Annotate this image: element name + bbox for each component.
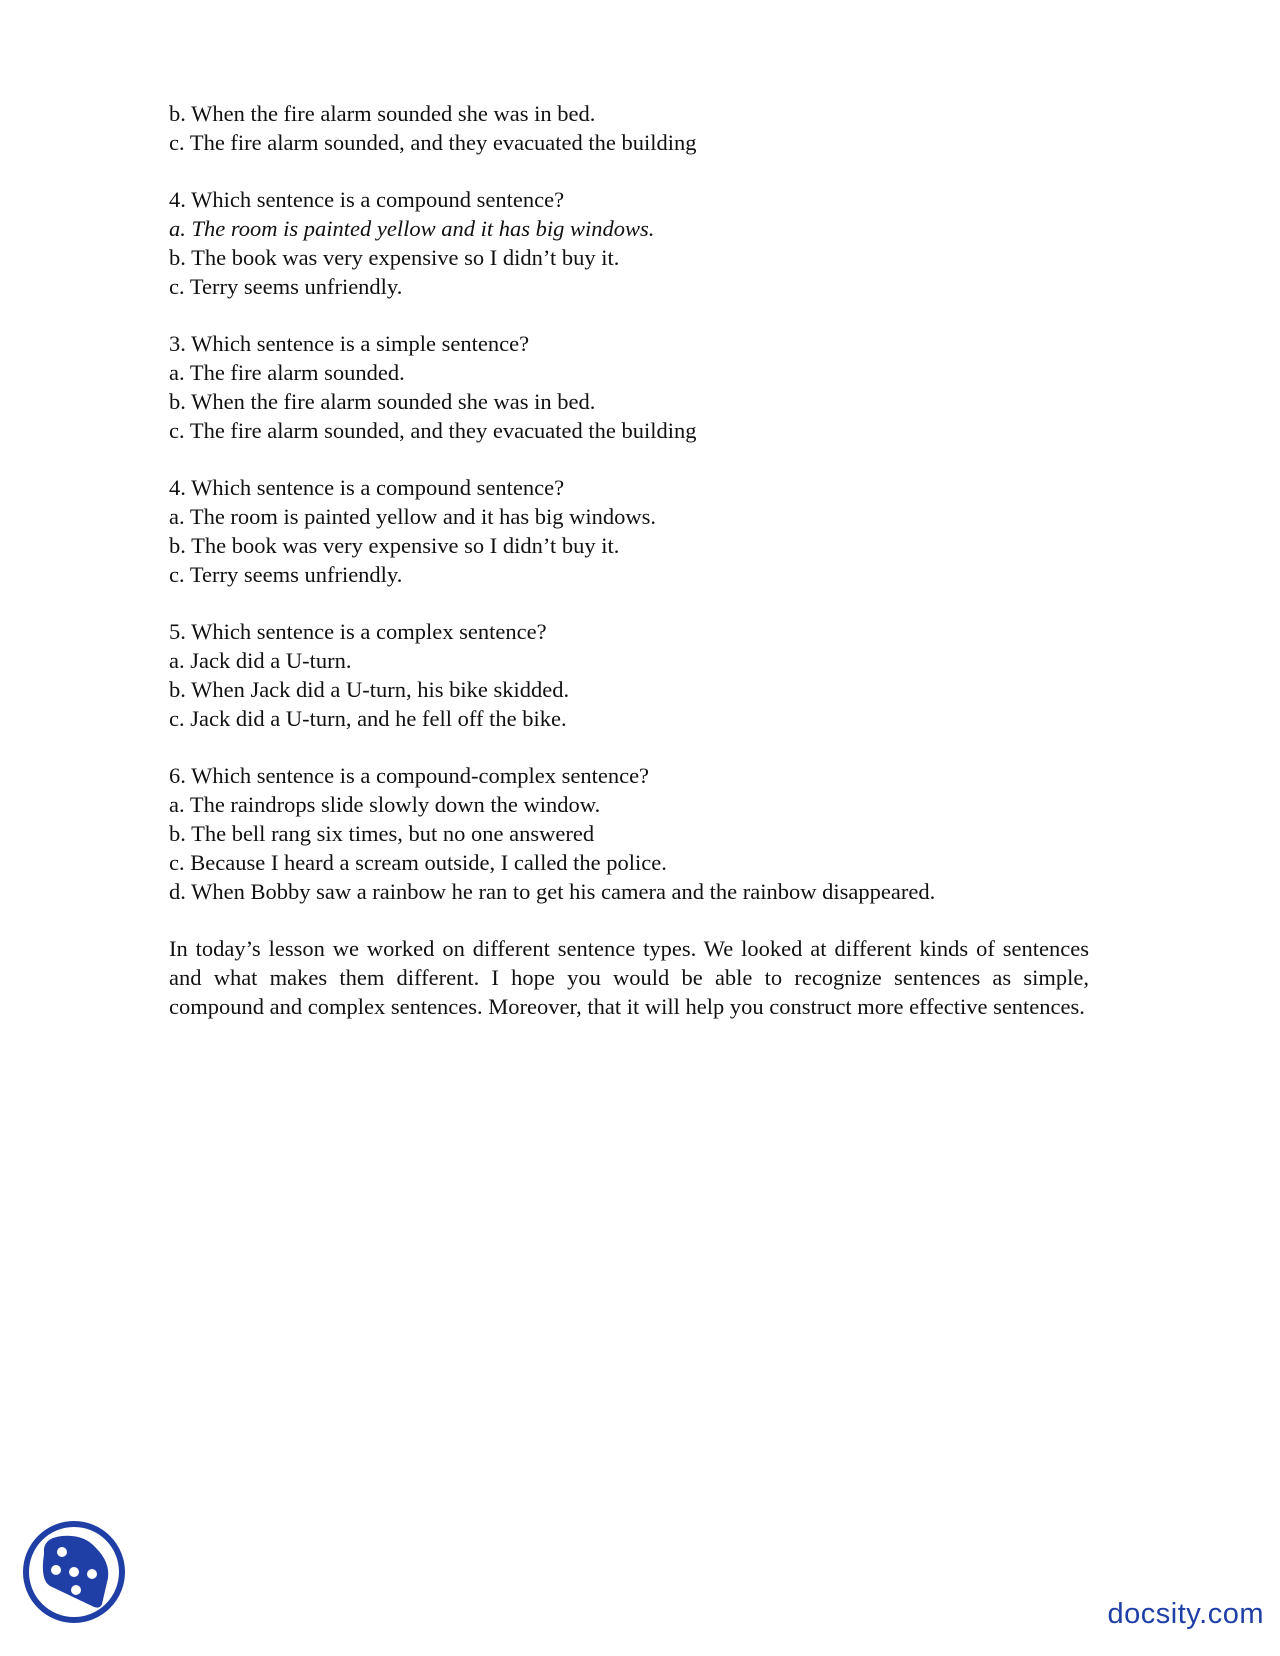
- answer-option: c. Terry seems unfriendly.: [169, 273, 403, 299]
- answer-option: b. The book was very expensive so I didn’t buy it.: [169, 532, 620, 558]
- answer-option: c. The fire alarm sounded, and they evacuated the building: [169, 129, 697, 155]
- block-spacer: [169, 590, 1089, 619]
- answer-option: c. Terry seems unfriendly.: [169, 561, 403, 587]
- document-body: [169, 100, 1089, 1022]
- block-spacer: [169, 446, 1089, 475]
- answer-option: a. The fire alarm sounded.: [169, 360, 405, 386]
- answer-option: b. When Jack did a U-turn, his bike skidded.: [169, 676, 570, 702]
- block-spacer: [169, 906, 1089, 935]
- answer-option: a. Jack did a U-turn.: [169, 648, 352, 674]
- question-blocks: [169, 100, 1089, 935]
- question-text: 6. Which sentence is a compound-complex sentence?: [169, 763, 650, 789]
- answer-option: c. The fire alarm sounded, and they evacuated the building: [169, 417, 697, 443]
- docsity-brand-link[interactable]: docsity.com: [1107, 1598, 1264, 1630]
- answer-option: b. The book was very expensive so I didn’t buy it.: [169, 244, 620, 270]
- answer-option: b. When the fire alarm sounded she was in bed.: [169, 101, 596, 126]
- block-spacer: [169, 302, 1089, 331]
- question-text: 3. Which sentence is a simple sentence?: [169, 331, 530, 357]
- answer-option: b. The bell rang six times, but no one answered: [169, 820, 595, 846]
- answer-option: d. When Bobby saw a rainbow he ran to get his camera and the rainbow disappeared.: [169, 878, 936, 904]
- answer-option: b. When the fire alarm sounded she was in bed.: [169, 388, 596, 414]
- answer-option: a. The raindrops slide slowly down the window.: [169, 792, 601, 818]
- block-spacer: [169, 158, 1089, 187]
- question-text: 4. Which sentence is a compound sentence?: [169, 475, 565, 501]
- answer-option: a. The room is painted yellow and it has big windows.: [169, 504, 657, 530]
- docsity-logo-svg: [22, 1516, 130, 1628]
- docsity-logo-icon[interactable]: [22, 1516, 130, 1628]
- answer-option: c. Because I heard a scream outside, I called the police.: [169, 849, 667, 875]
- question-text: 4. Which sentence is a compound sentence?: [169, 187, 565, 213]
- answer-option: a. The room is painted yellow and it has big windows.: [169, 216, 655, 242]
- question-text: 5. Which sentence is a complex sentence?: [169, 619, 547, 645]
- lesson-summary: In today’s lesson we worked on different sentence types. We looked at different kinds of sentences and what makes them different. I hope you would be able to recognize sentences as simple, compound and complex sentences. Moreover, that it will help you construct more effective sentences.: [169, 936, 1089, 1019]
- answer-option: c. Jack did a U-turn, and he fell off the bike.: [169, 705, 567, 731]
- block-spacer: [169, 734, 1089, 763]
